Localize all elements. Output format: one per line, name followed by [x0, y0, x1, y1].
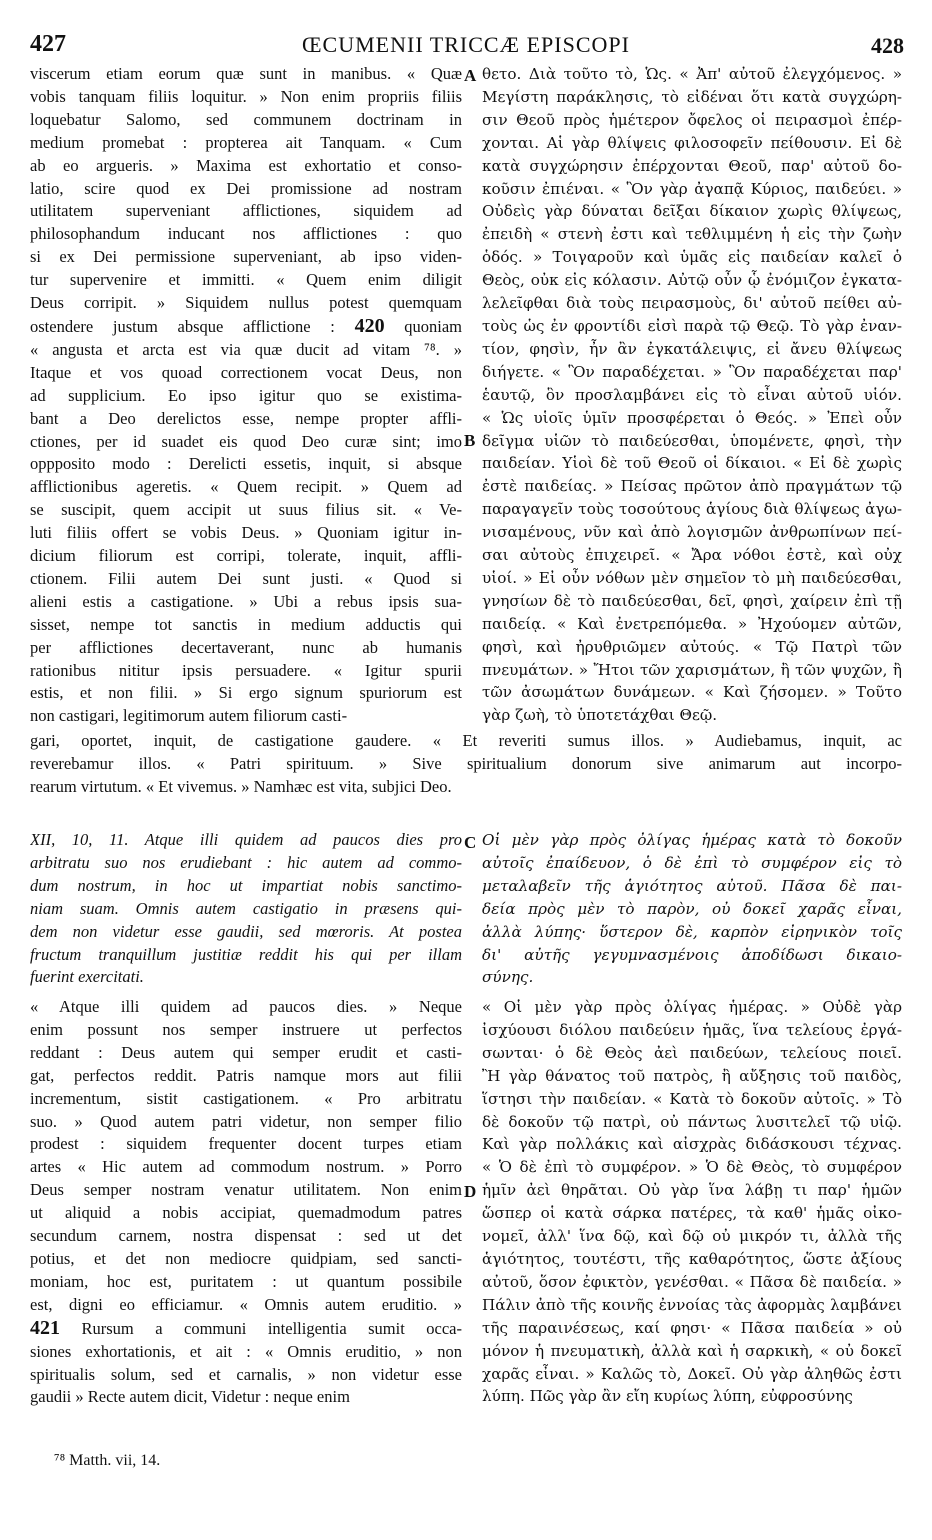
text-line: ὥσπερ οἱ κατὰ σάρκα πατέρες, τὰ καθ' ἡμᾶς οἰκο- — [482, 1204, 902, 1223]
text-line: γὰρ ζωὴ, τὸ ὑποτετάχθαι Θεῷ. — [482, 706, 718, 725]
text-line: Οὐδεὶς γὰρ δύναται δεῖξαι δίκαιον χωρὶς θλίψεως, — [482, 202, 902, 221]
latin-column-bottom — [30, 996, 462, 1409]
page-number-right: 428 — [871, 33, 904, 58]
text-line: fuerint exercitati. — [30, 967, 144, 987]
text-line: « Atque illi quidem ad paucos dies. » Neque — [30, 997, 462, 1016]
text-line: latio, scire quod ex Dei promissione ad nostram — [30, 178, 462, 198]
text-line: Θεὸς, οὐκ εἰς κόλασιν. Αὐτῷ οὖν ᾧ ἐνόμιζον ἐγκατα- — [482, 271, 902, 290]
text-line: ὁδός. » Τοιγαροῦν καὶ ὑμᾶς εἰς παιδείαν καλεῖ ὁ — [482, 248, 902, 267]
text-line: ἐπειδὴ « στενὴ ἐστι καὶ τεθλιμμένη ἡ εἰς τὴν ζωὴν — [482, 225, 902, 244]
text-line: incrementum, sistit castigationem. « Pro arbitratu — [30, 1088, 462, 1108]
text-line: ἁγιότητος, τουτέστι, τῆς καθαρότητος, ὥστε ἀξίους — [482, 1249, 902, 1268]
text-line: Μεγίστη παράκλησις, τὸ εἰδέναι ὅτι κατὰ συγχώρη- — [482, 87, 902, 106]
text-line: « Ὡς υἱοῖς ὑμῖν προσφέρεται ὁ Θεός. » Ἐπεὶ οὖν — [482, 408, 902, 427]
text-line: reddant : Deus autem qui semper erudit et casti- — [30, 1042, 462, 1062]
text-line: χαρᾶς εἶναι. » Καλῶς τὸ, Δοκεῖ. Οὐ γὰρ ἀληθῶς ἐστι — [482, 1364, 902, 1383]
text-line: Deus corripit. » Siquidem nullus potest quemquam — [30, 293, 462, 313]
text-line: siones exhortationis, et ait : « Omnis eruditio, » non — [30, 1341, 462, 1361]
text-line: κοῦσιν ἐπιέναι. « Ὃν γὰρ ἀγαπᾷ Κύριος, παιδεύει. » — [482, 179, 902, 198]
text-line: υἱοί. » Εἰ οὖν νόθων μὲν σημεῖον τὸ μὴ παιδεύεσθαι, — [482, 568, 902, 587]
text-line: λύπη. Πῶς γὰρ ἂν εἴη κυρίως λύπη, εὐφροσύνης — [482, 1387, 853, 1406]
margin-marker-d: D — [464, 1182, 477, 1201]
text-line: χονται. Αἱ γὰρ θλίψεις φιλοσοφεῖν πείθουσιν. Εἰ δὲ — [482, 133, 902, 152]
page-header — [0, 0, 932, 60]
column-number: 420 — [354, 314, 385, 337]
text-line: ut aliquid a nobis accipiat, quemadmodum patres — [30, 1203, 462, 1223]
text-line: ctionem. Filii autem Dei sunt justi. « Quod si — [30, 568, 462, 588]
text-line: rationibus nititur ipsis persuadere. « Igitur spurii — [30, 660, 462, 680]
text-line: dum nostrum, in hoc ut impartiat nobis sanctimo- — [30, 875, 462, 895]
text-line: estis, et non filii. » Si ergo signum spuriorum est — [30, 683, 462, 703]
text-line: utilitatem superveniant afflictiones, siquidem ad — [30, 201, 462, 221]
text-line: νομεῖ, ἀλλ' ἵνα δῷ, καὶ δῷ οὐ μικρόν τι, ἀλλὰ τῆς — [482, 1227, 902, 1246]
text-line: δεία πρὸς μὲν τὸ παρὸν, οὐ δοκεῖ χαρᾶς εἶναι, — [482, 899, 902, 918]
text-line: per afflictiones decertaverant, nunc ab humanis — [30, 637, 462, 657]
text-line: παιδείαν. Υἱοὶ δὲ τοῦ Θεοῦ οἱ δίκαιοι. « Εἰ δὲ χωρὶς — [482, 454, 902, 473]
text-line: vobis tanquam filiis loquitur. » Non enim propriis filiis — [30, 86, 462, 106]
text-line: potius, et det non mediocre quidpiam, sed sancti- — [30, 1248, 462, 1268]
text-line: ἐστὲ παιδείας. » Πείσας πρῶτον ἀπὸ πραγμάτων τῷ — [482, 477, 902, 496]
text-line: artes « Hic autem ad commodum nostrum. » Porro — [30, 1157, 462, 1177]
text-line: fructum tranquillum justitiæ reddit his qui per illam — [30, 944, 462, 964]
text-line: γνησίων δὲ τὸ παιδεύεσθαι, δεῖ, φησὶ, χαίρειν ἐπὶ τῇ — [482, 591, 902, 610]
text-line: luti filiis offert se vobis Deus. » Quoniam igitur in- — [30, 523, 462, 543]
text-line: σύνης. — [482, 968, 534, 987]
text-line: διήγετε. « Ὃν παραδέχεται. » Ὃν παραδέχεται παρ' — [482, 362, 902, 381]
text-line: νισαμένους, νῦν καὶ ἀπὸ λογισμῶν ἀνθρωπίνων πεί- — [482, 523, 902, 542]
margin-marker-b: B — [464, 431, 476, 450]
text-line: ad supplicium. Eo ipso igitur quo se existima- — [30, 385, 462, 405]
text-line: Καὶ γὰρ πολλάκις καὶ αἰσχρὰς διδάσκουσι τέχνας. — [482, 1135, 902, 1154]
text-line: bant a Deo derelictos esse, nempe propter affli- — [30, 408, 462, 428]
text-line: τῆς παραινέσεως, καί φησι· « Πᾶσα παιδεία » οὐ — [482, 1318, 902, 1337]
text-line: oppposito modo : Derelicti essetis, inquit, si absque — [30, 454, 462, 474]
text-line: μεταλαβεῖν τῆς ἁγιότητος αὐτοῦ. Πᾶσα δὲ παι- — [482, 876, 902, 895]
text-line: se suscipit, quem accipit ut suus filius sit. « Ve- — [30, 500, 462, 520]
text-line: enim possunt nos semper instruere ut perfectos — [30, 1019, 462, 1039]
text-line: si ex Dei permissione superveniant, ab ipso viden- — [30, 247, 462, 267]
text-line: παιδείᾳ. « Καὶ ἐνετρεπόμεθα. » Ἠχούομεν αὐτῶν, — [482, 614, 902, 633]
text-line: philosophandum inducant nos afflictiones : quo — [30, 224, 462, 244]
full-width-line: reverebamur illos. « Patri spirituum. » Sive spiritualium donorum sive animarum aut incorpo- — [30, 754, 902, 773]
text-line: λελεῖφθαι διὰ τοὺς πειρασμοὺς, δι' αὐτοῦ πείθει αὐ- — [482, 294, 902, 313]
text-line: μόνον ἡ πνευματικὴ, ἀλλὰ καὶ ἡ σαρκικὴ, « οὐ δοκεῖ — [482, 1341, 902, 1360]
text-line: φησὶ, καὶ ἠρυθριῶμεν αὐτούς. « Τῷ Πατρὶ τῶν — [482, 637, 902, 656]
text-line: gaudii » Recte autem dicit, Videtur : neque enim — [30, 1387, 350, 1407]
text-line: παραγαγεῖν τοὺς τοσούτους ἁγίους διὰ θλίψεως ἀγω- — [482, 500, 902, 519]
text-line: medium promebat : propterea ait Tanquam. « Cum — [30, 132, 462, 152]
text-line: ἀλλὰ λύπης· ὕστερον δὲ, καρπὸν εἰρηνικὸν τοῖς — [482, 922, 902, 941]
text-line: σωνται· ὁ δὲ Θεὸς ἀεὶ παιδεύων, τελείους ποιεῖ. — [482, 1043, 902, 1062]
text-line: ab eo argueris. » Maxima est exhortatio et conso- — [30, 155, 462, 175]
text-line: ἡμῖν ἀεὶ θηρᾶται. Οὐ γὰρ ἵνα λάβῃ τι παρ' ἡμῶν — [482, 1181, 902, 1200]
text-line: τῶν ἀσωμάτων δυνάμεων. « Καὶ ζήσομεν. » Τοῦτο — [482, 683, 902, 702]
text-line: « Οἱ μὲν γὰρ πρὸς ὀλίγας ἡμέρας. » Οὐδὲ γὰρ — [482, 998, 902, 1016]
text-line: δεῖγμα υἱῶν τὸ παιδεύεσθαι, ὑπομένετε, φησὶ, τὴν — [482, 431, 902, 450]
column-number: 421 — [30, 1316, 60, 1339]
latin-column-top — [30, 63, 462, 728]
text-line: πνευμάτων. » Ἤτοι τῶν χαρισμάτων, ἢ τῶν ψυχῶν, ἢ — [482, 660, 902, 679]
greek-column-top — [482, 63, 902, 727]
text-line: suo. » Quod autem patri videtur, non semper filio — [30, 1111, 462, 1131]
text-line: ἰσχύουσι διόλου παιδεύειν ἡμᾶς, ἵνα τελείους ἐργά- — [482, 1020, 902, 1039]
text-line: est, digni eo efficiamur. « Omnis autem eruditio. » — [30, 1294, 462, 1314]
text-line: niam suam. Omnis autem castigatio in præsens qui- — [30, 898, 462, 918]
text-line: tur supervenire et immitti. « Quem enim diligit — [30, 270, 462, 290]
text-line: Itaque et vos quoad correctionem vocat Deus, non — [30, 362, 462, 382]
text-line: δι' αὐτῆς γεγυμνασμένοις ἀποδίδωσι δικαιο- — [482, 945, 902, 964]
running-title: ŒCUMENII TRICCÆ EPISCOPI — [302, 32, 630, 57]
text-line: sisset, nempe tot sanctis in medium adductis qui — [30, 614, 462, 634]
full-width-line: rearum virtutum. « Et vivemus. » Namhæc est vita, subjici Deo. — [30, 777, 452, 796]
text-line: XII, 10, 11. Atque illi quidem ad paucos dies pro — [30, 830, 462, 849]
greek-scripture-text — [482, 829, 902, 989]
text-line: loquebatur Salomo, sed communem doctrinam in — [30, 109, 462, 129]
text-line: dem non videtur esse gaudii, sed mœroris. At postea — [30, 921, 462, 941]
text-line: viscerum etiam eorum quæ sunt in manibus. « Quæ — [30, 64, 462, 83]
text-line: δὲ δοκοῦν τῷ πατρὶ, οὐ πάντως λυσιτελεῖ τῷ υἱῷ. — [482, 1112, 902, 1131]
text-line: spiritualis solum, sed et carnalis, » non videtur esse — [30, 1364, 462, 1384]
text-line: Ἢ γὰρ θάνατος τοῦ πατρὸς, ἢ αὔξησις τοῦ παιδὸς, — [482, 1066, 902, 1085]
text-line: Οἱ μὲν γὰρ πρὸς ὀλίγας ἡμέρας κατὰ τὸ δοκοῦν — [482, 831, 902, 849]
text-line: αὐτοῖς ἐπαίδευον, ὁ δὲ ἐπὶ τὸ συμφέρον εἰς τὸ — [482, 853, 902, 872]
greek-column-bottom — [482, 996, 902, 1408]
margin-marker-a: A — [464, 66, 477, 85]
text-line: σιν Θεοῦ πρὸς ἡμέτερον ὄφελος οἱ πειρασμοὶ ἐπέρ- — [482, 110, 902, 129]
text-line: Πάλιν ἀπὸ τῆς κοινῆς ἐννοίας τὰς ἀφορμὰς λαμβάνει — [482, 1295, 902, 1314]
text-line: gat, perfectos reddit. Patris namque mors aut filii — [30, 1065, 462, 1085]
text-line: afflictionibus ageretis. « Quem recipit. » Quem ad — [30, 477, 462, 497]
text-line: κατὰ συγχώρησιν ἐπέρχονται Θεοῦ, παρ' αὐτοῦ δο- — [482, 156, 902, 175]
text-line: non castigari, legitimorum autem filiorum casti- — [30, 706, 348, 726]
text-line: prodest : siquidem frequenter docent turpes etiam — [30, 1134, 462, 1154]
text-line: θετο. Διὰ τοῦτο τὸ, Ὡς. « Ἀπ' αὐτοῦ ἐλεγχόμενος. » — [482, 65, 902, 83]
text-line: τίον, φησὶν, ἦν ἂν ἐγκατάλειψις, εἰ ἄνευ θλίψεως — [482, 339, 902, 358]
text-line: ctiones, per id suadet eis quod Deo curæ sint; imo — [30, 431, 462, 451]
page-number-left: 427 — [30, 31, 66, 57]
text-line: secundum carnem, nostra dispensat : sed ut det — [30, 1226, 462, 1246]
text-line: dicium filiorum est corripi, tolerate, inquit, affli- — [30, 546, 462, 566]
latin-scripture-text — [30, 829, 462, 989]
text-line: « Ὁ δὲ ἐπὶ τὸ συμφέρον. » Ὁ δὲ Θεὸς, τὸ συμφέρον — [482, 1158, 902, 1177]
text-line: arbitratu suo nos erudiebant : hic autem ad commo- — [30, 852, 462, 872]
text-line: 421 Rursum a communi intelligentia sumit occa- — [30, 1316, 462, 1339]
text-line: αὐτοῦ, ὅσον ἐφικτὸν, γενέσθαι. « Πᾶσα δὲ παιδεία. » — [482, 1272, 902, 1291]
footnote: ⁷⁸ Matth. vii, 14. — [54, 1452, 161, 1469]
margin-marker-c: C — [464, 833, 477, 852]
text-line: ἑαυτῷ, ὃν προσλαμβάνει εἰς τὸ εἶναι αὐτοῦ υἱόν. — [482, 385, 902, 404]
text-line: moniam, hoc est, puritatem : ut quantum possibile — [30, 1271, 462, 1291]
text-line: τοὺς ὡς ἐν φροντίδι εἰσὶ παρὰ τῷ Θεῷ. Τὸ γὰρ ἐναν- — [482, 316, 902, 335]
text-line: ostendere justum absque afflictione : 420 quoniam — [30, 314, 462, 337]
text-line: alieni estis a castigatione. » Ubi a rebus ipsis sua- — [30, 591, 462, 611]
text-line: σαι αὐτοὺς ἐπιχειρεῖ. « Ἄρα νόθοι ἐστὲ, καὶ οὐχ — [482, 546, 902, 565]
text-line: Deus semper nostram venatur utilitatem. Non enim — [30, 1180, 462, 1200]
text-line: « angusta et arcta est via quæ ducit ad vitam ⁷⁸. » — [30, 339, 462, 359]
text-line: ἵστησι τὴν παιδείαν. « Κατὰ τὸ δοκοῦν αὐτοῖς. » Τὸ — [482, 1089, 902, 1108]
full-width-line: gari, oportet, inquit, de castigatione gaudere. « Et reveriti sumus illos. » Audiebamus, inquit, ac — [30, 731, 902, 750]
